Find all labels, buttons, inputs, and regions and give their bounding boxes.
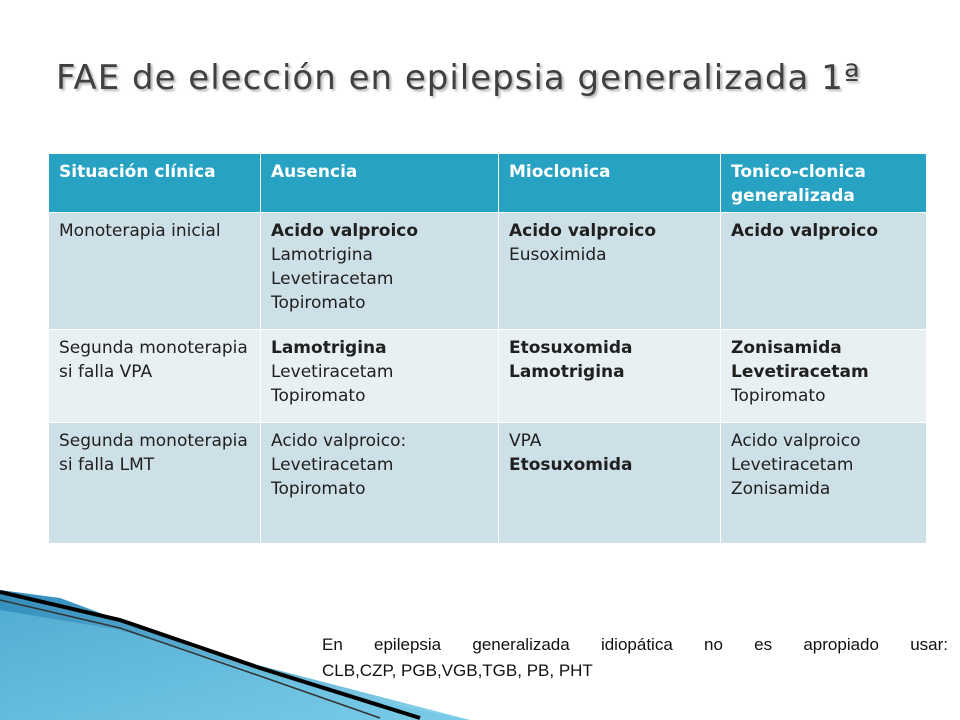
drug-name: Levetiracetam bbox=[271, 455, 394, 475]
drug-name: Topiromato bbox=[271, 293, 366, 313]
slide-title: FAE de elección en epilepsia generalizada 1ª bbox=[56, 58, 861, 98]
drug-name: Etosuxomida bbox=[509, 338, 633, 358]
drug-name: Levetiracetam bbox=[731, 455, 854, 475]
drug-name: Levetiracetam bbox=[271, 362, 394, 382]
cell-tonico bbox=[721, 213, 927, 330]
cell-situation: Segunda monoterapia si falla VPA bbox=[49, 330, 261, 423]
cell-mioclonica bbox=[499, 330, 721, 423]
drug-name: Acido valproico bbox=[731, 221, 879, 241]
cell-situation: Segunda monoterapia si falla LMT bbox=[49, 423, 261, 544]
drug-name: Acido valproico bbox=[731, 431, 861, 451]
footnote-line-1: En epilepsia generalizada idiopática no es apropiado usar: bbox=[322, 635, 948, 654]
cell-mioclonica bbox=[499, 213, 721, 330]
drug-name: Acido valproico bbox=[509, 221, 657, 241]
drug-name: Levetiracetam bbox=[731, 362, 869, 382]
header-mioclonica: Mioclonica bbox=[499, 154, 721, 213]
drug-name: Topiromato bbox=[271, 386, 366, 406]
drug-choice-table bbox=[48, 153, 927, 544]
table-row bbox=[49, 423, 927, 544]
cell-mioclonica bbox=[499, 423, 721, 544]
cell-tonico bbox=[721, 423, 927, 544]
table-row bbox=[49, 213, 927, 330]
drug-name: Topiromato bbox=[271, 479, 366, 499]
table-row bbox=[49, 330, 927, 423]
drug-name: Zonisamida bbox=[731, 479, 831, 499]
table-header-row bbox=[49, 154, 927, 213]
header-tonico-clonica: Tonico-clonica generalizada bbox=[721, 154, 927, 213]
cell-situation: Monoterapia inicial bbox=[49, 213, 261, 330]
drug-name: Zonisamida bbox=[731, 338, 842, 358]
drug-name: Acido valproico: bbox=[271, 431, 407, 451]
drug-name: Topiromato bbox=[731, 386, 826, 406]
footnote bbox=[322, 632, 948, 684]
drug-name: Acido valproico bbox=[271, 221, 419, 241]
header-situacion: Situación clínica bbox=[49, 154, 261, 213]
drug-name: Etosuxomida bbox=[509, 455, 633, 475]
cell-ausencia bbox=[261, 423, 499, 544]
drug-name: Lamotrigina bbox=[271, 245, 373, 265]
drug-name: VPA bbox=[509, 431, 542, 451]
cell-tonico bbox=[721, 330, 927, 423]
drug-name: Lamotrigina bbox=[271, 338, 387, 358]
cell-ausencia bbox=[261, 213, 499, 330]
drug-name: Eusoximida bbox=[509, 245, 607, 265]
header-ausencia: Ausencia bbox=[261, 154, 499, 213]
footnote-line-2: CLB,CZP, PGB,VGB,TGB, PB, PHT bbox=[322, 661, 593, 680]
drug-name: Levetiracetam bbox=[271, 269, 394, 289]
cell-ausencia bbox=[261, 330, 499, 423]
drug-name: Lamotrigina bbox=[509, 362, 625, 382]
